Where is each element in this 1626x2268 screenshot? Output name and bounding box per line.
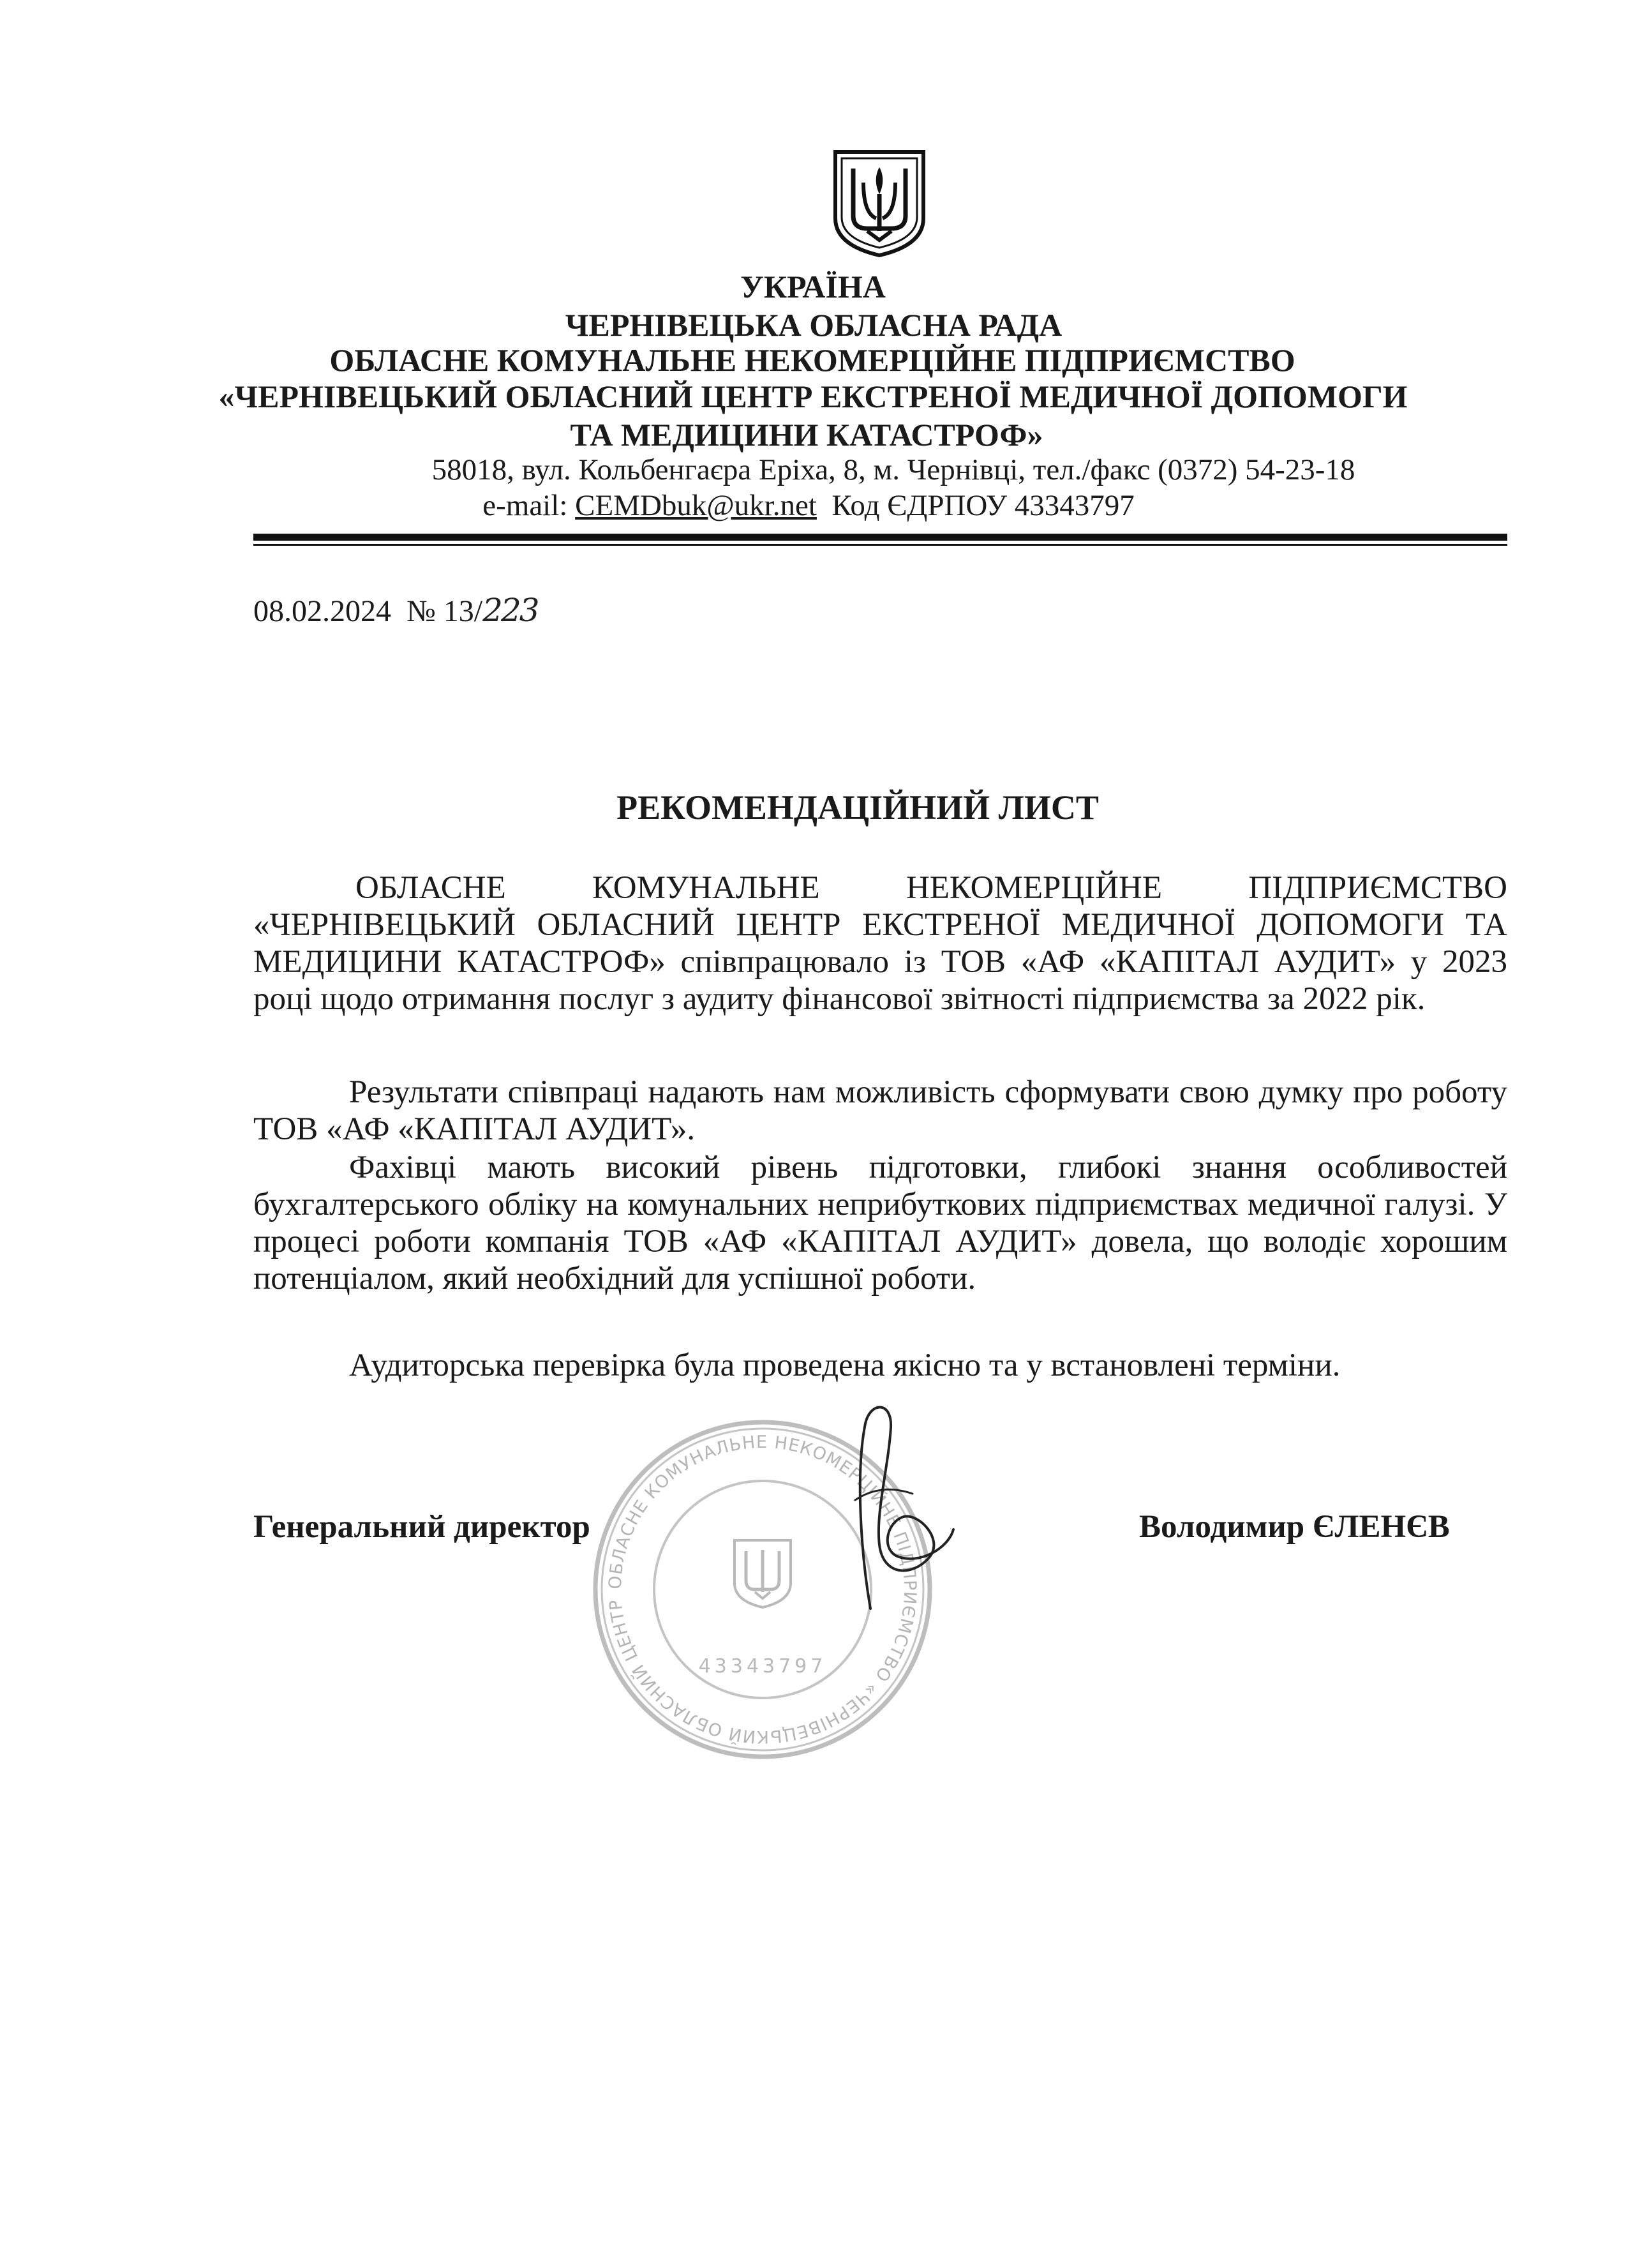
header-council: ЧЕРНІВЕЦЬКА ОБЛАСНА РАДА: [565, 307, 1063, 343]
letter-number-prefix: № 13/: [406, 594, 483, 628]
header-org-name-line1: «ЧЕРНІВЕЦЬКИЙ ОБЛАСНИЙ ЦЕНТР ЕКСТРЕНОЇ МЕДИЧНОЇ ДОПОМОГИ: [218, 379, 1408, 414]
paragraph-2: Результати співпраці надають нам можливість сформувати свою думку про роботу ТОВ «АФ «КАПІТАЛ АУДИТ».: [253, 1074, 1507, 1147]
header-address: 58018, вул. Кольбенгаєра Еріха, 8, м. Чернівці, тел./факс (0372) 54-23-18: [431, 453, 1355, 486]
header-org-name-line2: ТА МЕДИЦИНИ КАТАСТРОФ»: [570, 417, 1043, 453]
header-divider-thin: [253, 544, 1507, 546]
coat-of-arms-icon: [832, 149, 927, 258]
letter-number-handwritten: 223: [482, 592, 538, 629]
stamp-text-ring: ОБЛАСНЕ КОМУНАЛЬНЕ НЕКОМЕРЦІЙНЕ ПІДПРИЄМСТВО «ЧЕРНІВЕЦЬКИЙ ОБЛАСНИЙ ЦЕНТР: [605, 1432, 920, 1747]
paragraph-1-rest: «ЧЕРНІВЕЦЬКИЙ ОБЛАСНИЙ ЦЕНТР ЕКСТРЕНОЇ МЕДИЧНОЇ ДОПОМОГИ ТА МЕДИЦИНИ КАТАСТРОФ» співпрацювало із ТОВ «АФ «КАПІТАЛ АУДИТ» у 2023 році щодо отримання послуг з аудиту фінансової звітності підприємства за 2022 рік.: [253, 907, 1507, 1017]
paragraph-4: Аудиторська перевірка була проведена якісно та у встановлені терміни.: [349, 1348, 1341, 1383]
paragraph-1: [253, 869, 1507, 1018]
letter-date: 08.02.2024: [253, 594, 391, 628]
email-link[interactable]: CEMDbuk@ukr.net: [575, 489, 817, 522]
signatory-name: Володимир ЄЛЕНЄВ: [1139, 1509, 1450, 1545]
stamp-code: 43343797: [698, 1655, 827, 1678]
reference-line: [253, 592, 538, 629]
stamp-coat-of-arms-icon: [735, 1540, 791, 1607]
email-label: e-mail:: [482, 489, 576, 522]
header-country: УКРАЇНА: [740, 269, 886, 304]
paragraph-1-first-line: ОБЛАСНЕ КОМУНАЛЬНЕ НЕКОМЕРЦІЙНЕ ПІДПРИЄМСТВО: [355, 870, 1507, 906]
header-contacts: [0, 488, 1622, 523]
header-org-type: ОБЛАСНЕ КОМУНАЛЬНЕ НЕКОМЕРЦІЙНЕ ПІДПРИЄМСТВО: [329, 342, 1295, 378]
paragraph-3: Фахівці мають високий рівень підготовки, глибокі знання особливостей бухгалтерського обліку на комунальних неприбуткових підприємствах медичної галузі. У процесі роботи компанія ТОВ «АФ «КАПІТАЛ АУДИТ» довела, що володіє хорошим потенціалом, який необхідний для успішної роботи.: [253, 1150, 1507, 1296]
header-divider-thick: [253, 534, 1507, 541]
handwritten-signature: [817, 1398, 983, 1615]
edrpou-code: Код ЄДРПОУ 43343797: [832, 489, 1135, 522]
signatory-position: Генеральний директор: [253, 1509, 590, 1545]
letter-title: РЕКОМЕНДАЦІЙНИЙ ЛИСТ: [616, 788, 1099, 827]
